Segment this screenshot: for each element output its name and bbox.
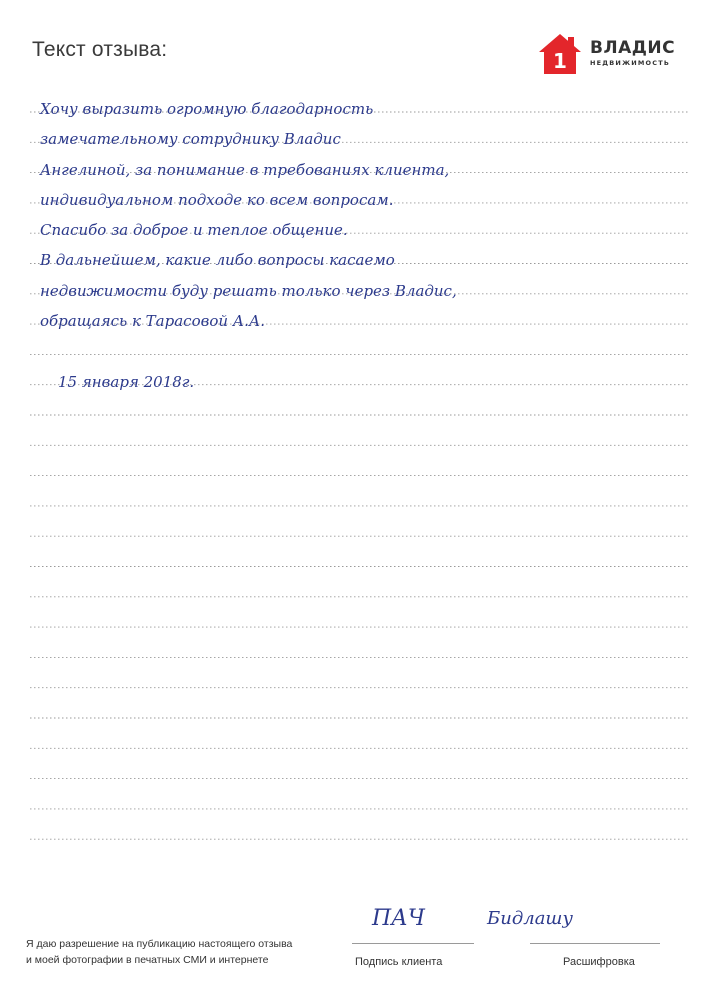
consent-line: Я даю разрешение на публикацию настоящего отзыва <box>26 938 293 950</box>
review-line: индивидуальном подходе ко всем вопросам. <box>40 190 394 209</box>
logo-brand: ВЛАДИС <box>590 38 676 58</box>
consent-line: и моей фотографии в печатных СМИ и интернете <box>26 954 269 966</box>
review-line: замечательному сотруднику Владис <box>40 130 341 149</box>
decryption-line <box>530 943 660 944</box>
review-date: 15 января 2018г. <box>58 372 195 391</box>
logo-subtitle: НЕДВИЖИМОСТЬ <box>590 59 671 67</box>
signature-line <box>352 943 474 944</box>
review-line: Спасибо за доброе и теплое общение. <box>40 221 348 240</box>
review-line: обращаясь к Тарасовой А.А. <box>40 312 266 331</box>
review-text <box>40 94 680 397</box>
review-line: Хочу выразить огромную благодарность <box>40 100 374 118</box>
vladis-logo <box>537 32 687 76</box>
house-logo-icon <box>537 32 583 76</box>
review-line: недвижимости буду решать только через Владис, <box>40 281 457 300</box>
logo-badge-number: 1 <box>553 49 567 73</box>
client-signature: ПАЧ <box>372 906 425 931</box>
review-line: Ангелиной, за понимание в требованиях клиента, <box>40 160 450 179</box>
decryption-label: Расшифровка <box>563 956 635 968</box>
signature-label: Подпись клиента <box>355 956 443 968</box>
review-line: В дальнейшем, какие либо вопросы касаемо <box>40 251 395 270</box>
decryption-signature: Бидлашу <box>487 908 573 929</box>
form-title: Текст отзыва: <box>32 38 168 61</box>
consent-text <box>26 936 292 968</box>
